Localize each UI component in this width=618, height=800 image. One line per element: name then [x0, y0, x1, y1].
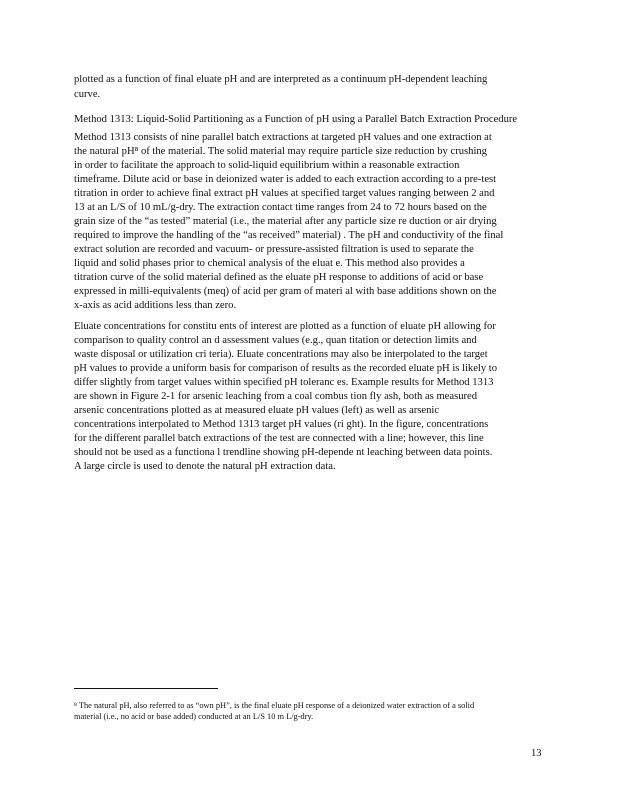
section-heading: Method 1313: Liquid‐Solid Partitioning as a Function of pH using a Parallel Batch Extraction Procedure — [74, 114, 518, 125]
text-line: the natural pH⁸ of the material. The solid material may require particle size reduction by crushing — [74, 146, 487, 157]
text-line: should not be used as a functiona l trendline showing pH‐depende nt leaching between data points. — [74, 447, 493, 458]
text-line: concentrations interpolated to Method 1313 target pH values (ri ght). In the figure, concentrations — [74, 419, 489, 430]
text-line: differ slightly from target values within specified pH toleranc es. Example results for Method 1313 — [74, 377, 494, 388]
text-line: Method 1313 consists of nine parallel batch extractions at targeted pH values and one extraction at — [74, 132, 492, 143]
text-line: titration in order to achieve final extract pH values at specified target values ranging between 2 and — [74, 188, 495, 199]
text-line: required to improve the handling of the “as received” material) . The pH and conductivity of the final — [74, 230, 504, 241]
text-line: waste disposal or utilization cri teria). Eluate concentrations may also be interpolated to the target — [74, 349, 488, 360]
text-line: are shown in Figure 2‐1 for arsenic leaching from a coal combus tion fly ash, both as measured — [74, 391, 478, 402]
text-line: liquid and solid phases prior to chemical analysis of the eluat e. This method also provides a — [74, 258, 465, 269]
text-line: timeframe. Dilute acid or base in deionized water is added to each extraction according to a pre‐test — [74, 174, 497, 185]
page-number: 13 — [531, 748, 542, 759]
text-line: titration curve of the solid material defined as the eluate pH response to additions of acid or base — [74, 272, 484, 283]
text-line: grain size of the “as tested” material (i.e., the material after any particle size re duction or air drying — [74, 216, 497, 227]
text-line: expressed in milli‐equivalents (meq) of acid per gram of materi al with base additions shown on the — [74, 286, 497, 297]
text-line: 13 at an L/S of 10 mL/g‐dry. The extraction contact time ranges from 24 to 72 hours based on the — [74, 202, 487, 213]
footnote-line: ⁸ The natural pH, also referred to as “own pH”, is the final eluate pH response of a deionized water extraction of a solid — [74, 701, 475, 710]
text-line: A large circle is used to denote the natural pH extraction data. — [74, 461, 336, 472]
text-line: in order to facilitate the approach to solid‐liquid equilibrium within a reasonable extraction — [74, 160, 460, 171]
text-line: plotted as a function of final eluate pH and are interpreted as a continuum pH‐dependent leaching — [74, 74, 488, 85]
text-line: x‐axis as acid additions less than zero. — [74, 300, 237, 311]
text-line: extract solution are recorded and vacuum‐ or pressure‐assisted filtration is used to separate the — [74, 244, 474, 255]
text-line: pH values to provide a uniform basis for comparison of results as the recorded eluate pH is likely to — [74, 363, 498, 374]
text-line: curve. — [74, 89, 101, 100]
text-line: arsenic concentrations plotted as at measured eluate pH values (left) as well as arsenic — [74, 405, 440, 416]
text-line: Eluate concentrations for constitu ents of interest are plotted as a function of eluate pH allowing for — [74, 321, 496, 332]
footnote-separator — [74, 688, 218, 689]
text-line: for the different parallel batch extractions of the test are connected with a line; however, this line — [74, 433, 484, 444]
text-line: comparison to quality control an d assessment values (e.g., quan titation or detection limits and — [74, 335, 477, 346]
footnote-line: material (i.e., no acid or base added) conducted at an L/S 10 m L/g‐dry. — [74, 712, 314, 721]
